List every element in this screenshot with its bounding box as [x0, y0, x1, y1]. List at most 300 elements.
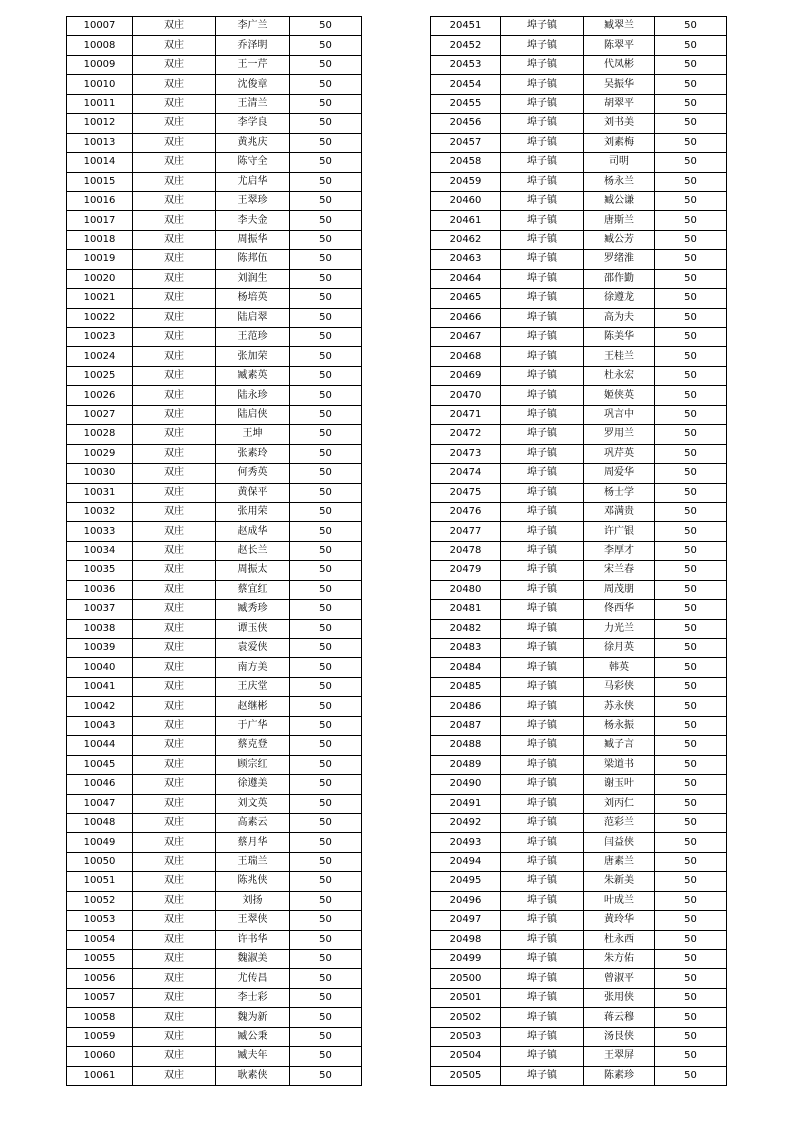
name-cell: 周振华 — [216, 230, 290, 249]
name-cell: 黄保平 — [216, 483, 290, 502]
name-cell: 张用荣 — [216, 502, 290, 521]
id-cell: 20455 — [431, 94, 501, 113]
id-cell: 10016 — [67, 191, 133, 210]
id-cell: 10014 — [67, 153, 133, 172]
amount-cell: 50 — [290, 405, 362, 424]
table-row — [431, 716, 727, 735]
id-cell: 10009 — [67, 55, 133, 74]
table-row — [67, 541, 362, 560]
table-row — [431, 930, 727, 949]
table-row — [67, 658, 362, 677]
id-cell: 20489 — [431, 755, 501, 774]
table-row — [67, 347, 362, 366]
name-cell: 力光兰 — [584, 619, 655, 638]
amount-cell: 50 — [655, 191, 727, 210]
name-cell: 杨士学 — [584, 483, 655, 502]
table-row — [431, 308, 727, 327]
name-cell: 顾宗红 — [216, 755, 290, 774]
amount-cell: 50 — [290, 1066, 362, 1085]
amount-cell: 50 — [290, 969, 362, 988]
town-cell: 双庄 — [133, 580, 216, 599]
table-row — [67, 561, 362, 580]
name-cell: 李广兰 — [216, 17, 290, 36]
table-row — [431, 444, 727, 463]
name-cell: 徐月英 — [584, 639, 655, 658]
id-cell: 10026 — [67, 386, 133, 405]
table-row — [431, 502, 727, 521]
table-row — [67, 600, 362, 619]
table-row — [431, 988, 727, 1007]
name-cell: 赵继彬 — [216, 697, 290, 716]
town-cell: 双庄 — [133, 930, 216, 949]
table-row — [431, 347, 727, 366]
table-row — [431, 891, 727, 910]
name-cell: 陈守全 — [216, 153, 290, 172]
town-cell: 埠子镇 — [501, 1027, 584, 1046]
table-row — [67, 872, 362, 891]
name-cell: 袁爱侠 — [216, 639, 290, 658]
town-cell: 双庄 — [133, 716, 216, 735]
id-cell: 10043 — [67, 716, 133, 735]
name-cell: 刘润生 — [216, 269, 290, 288]
table-row — [431, 1047, 727, 1066]
name-cell: 黄兆庆 — [216, 133, 290, 152]
town-cell: 埠子镇 — [501, 94, 584, 113]
town-cell: 双庄 — [133, 94, 216, 113]
table-row — [67, 366, 362, 385]
town-cell: 埠子镇 — [501, 405, 584, 424]
amount-cell: 50 — [290, 289, 362, 308]
name-cell: 巩言中 — [584, 405, 655, 424]
amount-cell: 50 — [290, 677, 362, 696]
amount-cell: 50 — [290, 658, 362, 677]
table-row — [431, 736, 727, 755]
name-cell: 叶成兰 — [584, 891, 655, 910]
name-cell: 刘扬 — [216, 891, 290, 910]
amount-cell: 50 — [655, 697, 727, 716]
amount-cell: 50 — [290, 891, 362, 910]
table-row — [431, 269, 727, 288]
id-cell: 20485 — [431, 677, 501, 696]
amount-cell: 50 — [655, 425, 727, 444]
amount-cell: 50 — [655, 464, 727, 483]
name-cell: 赵长兰 — [216, 541, 290, 560]
id-cell: 10025 — [67, 366, 133, 385]
id-cell: 10020 — [67, 269, 133, 288]
amount-cell: 50 — [655, 813, 727, 832]
id-cell: 20499 — [431, 950, 501, 969]
name-cell: 邵作勤 — [584, 269, 655, 288]
amount-cell: 50 — [290, 17, 362, 36]
amount-cell: 50 — [655, 94, 727, 113]
name-cell: 汤艮侠 — [584, 1027, 655, 1046]
amount-cell: 50 — [655, 872, 727, 891]
id-cell: 10023 — [67, 328, 133, 347]
name-cell: 罗用兰 — [584, 425, 655, 444]
id-cell: 20480 — [431, 580, 501, 599]
town-cell: 双庄 — [133, 211, 216, 230]
table-row — [67, 191, 362, 210]
id-cell: 10048 — [67, 813, 133, 832]
table-row — [431, 55, 727, 74]
name-cell: 张用侠 — [584, 988, 655, 1007]
town-cell: 埠子镇 — [501, 75, 584, 94]
town-cell: 埠子镇 — [501, 328, 584, 347]
table-row — [67, 950, 362, 969]
table-row — [67, 988, 362, 1007]
table-row — [67, 269, 362, 288]
town-cell: 双庄 — [133, 483, 216, 502]
amount-cell: 50 — [290, 191, 362, 210]
amount-cell: 50 — [290, 55, 362, 74]
id-cell: 20452 — [431, 36, 501, 55]
id-cell: 10008 — [67, 36, 133, 55]
id-cell: 10035 — [67, 561, 133, 580]
name-cell: 刘文英 — [216, 794, 290, 813]
amount-cell: 50 — [655, 114, 727, 133]
id-cell: 10033 — [67, 522, 133, 541]
id-cell: 10042 — [67, 697, 133, 716]
name-cell: 王翠珍 — [216, 191, 290, 210]
id-cell: 20476 — [431, 502, 501, 521]
name-cell: 王桂兰 — [584, 347, 655, 366]
town-cell: 双庄 — [133, 833, 216, 852]
name-cell: 唐斯兰 — [584, 211, 655, 230]
name-cell: 高为夫 — [584, 308, 655, 327]
name-cell: 马彩侠 — [584, 677, 655, 696]
id-cell: 10061 — [67, 1066, 133, 1085]
name-cell: 魏淑美 — [216, 950, 290, 969]
amount-cell: 50 — [290, 950, 362, 969]
id-cell: 20502 — [431, 1008, 501, 1027]
id-cell: 20462 — [431, 230, 501, 249]
amount-cell: 50 — [655, 911, 727, 930]
table-row — [67, 425, 362, 444]
amount-cell: 50 — [655, 736, 727, 755]
amount-cell: 50 — [655, 366, 727, 385]
amount-cell: 50 — [290, 736, 362, 755]
id-cell: 10015 — [67, 172, 133, 191]
name-cell: 蔡宜红 — [216, 580, 290, 599]
town-cell: 双庄 — [133, 172, 216, 191]
table-row — [431, 366, 727, 385]
id-cell: 10051 — [67, 872, 133, 891]
table-row — [67, 36, 362, 55]
town-cell: 双庄 — [133, 852, 216, 871]
town-cell: 双庄 — [133, 36, 216, 55]
town-cell: 埠子镇 — [501, 55, 584, 74]
town-cell: 双庄 — [133, 308, 216, 327]
amount-cell: 50 — [290, 930, 362, 949]
town-cell: 埠子镇 — [501, 1008, 584, 1027]
town-cell: 双庄 — [133, 17, 216, 36]
id-cell: 20484 — [431, 658, 501, 677]
town-cell: 埠子镇 — [501, 716, 584, 735]
id-cell: 10052 — [67, 891, 133, 910]
name-cell: 周茂朋 — [584, 580, 655, 599]
table-row — [431, 230, 727, 249]
right-table-body — [431, 17, 727, 1086]
table-row — [67, 930, 362, 949]
amount-cell: 50 — [655, 891, 727, 910]
table-row — [67, 891, 362, 910]
name-cell: 司明 — [584, 153, 655, 172]
amount-cell: 50 — [655, 172, 727, 191]
id-cell: 20498 — [431, 930, 501, 949]
amount-cell: 50 — [655, 794, 727, 813]
id-cell: 20500 — [431, 969, 501, 988]
town-cell: 埠子镇 — [501, 191, 584, 210]
name-cell: 胡翠平 — [584, 94, 655, 113]
amount-cell: 50 — [655, 250, 727, 269]
table-row — [67, 230, 362, 249]
id-cell: 10055 — [67, 950, 133, 969]
town-cell: 埠子镇 — [501, 911, 584, 930]
id-cell: 20501 — [431, 988, 501, 1007]
table-row — [431, 1008, 727, 1027]
amount-cell: 50 — [655, 444, 727, 463]
town-cell: 埠子镇 — [501, 988, 584, 1007]
table-row — [67, 580, 362, 599]
name-cell: 杜永西 — [584, 930, 655, 949]
town-cell: 双庄 — [133, 872, 216, 891]
town-cell: 双庄 — [133, 328, 216, 347]
name-cell: 蒋云穆 — [584, 1008, 655, 1027]
id-cell: 10030 — [67, 464, 133, 483]
name-cell: 王庆堂 — [216, 677, 290, 696]
table-row — [67, 444, 362, 463]
table-row — [431, 464, 727, 483]
name-cell: 周爱华 — [584, 464, 655, 483]
id-cell: 20503 — [431, 1027, 501, 1046]
name-cell: 臧公秉 — [216, 1027, 290, 1046]
town-cell: 埠子镇 — [501, 522, 584, 541]
table-row — [67, 1047, 362, 1066]
amount-cell: 50 — [655, 230, 727, 249]
town-cell: 埠子镇 — [501, 347, 584, 366]
name-cell: 梁道书 — [584, 755, 655, 774]
town-cell: 双庄 — [133, 153, 216, 172]
id-cell: 10029 — [67, 444, 133, 463]
table-row — [431, 36, 727, 55]
table-row — [67, 328, 362, 347]
name-cell: 臧素英 — [216, 366, 290, 385]
table-row — [431, 75, 727, 94]
name-cell: 乔泽明 — [216, 36, 290, 55]
amount-cell: 50 — [290, 347, 362, 366]
id-cell: 10032 — [67, 502, 133, 521]
town-cell: 双庄 — [133, 969, 216, 988]
amount-cell: 50 — [290, 852, 362, 871]
table-row — [431, 677, 727, 696]
table-row — [431, 405, 727, 424]
table-row — [431, 697, 727, 716]
name-cell: 巩芹英 — [584, 444, 655, 463]
table-row — [67, 736, 362, 755]
id-cell: 20471 — [431, 405, 501, 424]
name-cell: 许书华 — [216, 930, 290, 949]
table-row — [67, 755, 362, 774]
table-row — [67, 677, 362, 696]
id-cell: 20505 — [431, 1066, 501, 1085]
amount-cell: 50 — [655, 580, 727, 599]
id-cell: 20466 — [431, 308, 501, 327]
name-cell: 张素玲 — [216, 444, 290, 463]
town-cell: 双庄 — [133, 191, 216, 210]
amount-cell: 50 — [290, 502, 362, 521]
town-cell: 双庄 — [133, 891, 216, 910]
amount-cell: 50 — [655, 17, 727, 36]
town-cell: 双庄 — [133, 522, 216, 541]
id-cell: 10017 — [67, 211, 133, 230]
town-cell: 双庄 — [133, 541, 216, 560]
table-row — [431, 639, 727, 658]
amount-cell: 50 — [655, 950, 727, 969]
id-cell: 20483 — [431, 639, 501, 658]
amount-cell: 50 — [655, 289, 727, 308]
table-row — [67, 502, 362, 521]
amount-cell: 50 — [655, 75, 727, 94]
name-cell: 王翠屏 — [584, 1047, 655, 1066]
amount-cell: 50 — [290, 269, 362, 288]
id-cell: 20490 — [431, 775, 501, 794]
table-row — [431, 114, 727, 133]
name-cell: 宋兰春 — [584, 561, 655, 580]
table-row — [67, 794, 362, 813]
table-row — [67, 289, 362, 308]
table-row — [431, 328, 727, 347]
town-cell: 埠子镇 — [501, 561, 584, 580]
town-cell: 双庄 — [133, 619, 216, 638]
amount-cell: 50 — [290, 464, 362, 483]
table-row — [431, 153, 727, 172]
id-cell: 20495 — [431, 872, 501, 891]
amount-cell: 50 — [655, 328, 727, 347]
name-cell: 王瑞兰 — [216, 852, 290, 871]
id-cell: 10053 — [67, 911, 133, 930]
amount-cell: 50 — [655, 386, 727, 405]
name-cell: 李学良 — [216, 114, 290, 133]
name-cell: 陆启翠 — [216, 308, 290, 327]
id-cell: 10047 — [67, 794, 133, 813]
town-cell: 双庄 — [133, 677, 216, 696]
table-row — [431, 950, 727, 969]
table-row — [67, 969, 362, 988]
table-row — [67, 153, 362, 172]
town-cell: 埠子镇 — [501, 1047, 584, 1066]
town-cell: 埠子镇 — [501, 464, 584, 483]
town-cell: 埠子镇 — [501, 1066, 584, 1085]
amount-cell: 50 — [290, 833, 362, 852]
town-cell: 埠子镇 — [501, 250, 584, 269]
left-table-body — [67, 17, 362, 1086]
town-cell: 埠子镇 — [501, 872, 584, 891]
name-cell: 许广银 — [584, 522, 655, 541]
amount-cell: 50 — [655, 405, 727, 424]
left-table — [66, 16, 362, 1086]
table-row — [431, 94, 727, 113]
id-cell: 20474 — [431, 464, 501, 483]
amount-cell: 50 — [655, 969, 727, 988]
id-cell: 20457 — [431, 133, 501, 152]
town-cell: 双庄 — [133, 386, 216, 405]
town-cell: 埠子镇 — [501, 114, 584, 133]
amount-cell: 50 — [290, 153, 362, 172]
amount-cell: 50 — [655, 1027, 727, 1046]
table-row — [67, 133, 362, 152]
table-row — [431, 191, 727, 210]
town-cell: 双庄 — [133, 289, 216, 308]
name-cell: 王清兰 — [216, 94, 290, 113]
name-cell: 尤启华 — [216, 172, 290, 191]
town-cell: 埠子镇 — [501, 930, 584, 949]
id-cell: 10012 — [67, 114, 133, 133]
id-cell: 10044 — [67, 736, 133, 755]
id-cell: 10045 — [67, 755, 133, 774]
id-cell: 20504 — [431, 1047, 501, 1066]
id-cell: 20461 — [431, 211, 501, 230]
amount-cell: 50 — [290, 444, 362, 463]
town-cell: 双庄 — [133, 1008, 216, 1027]
name-cell: 范彩兰 — [584, 813, 655, 832]
name-cell: 何秀英 — [216, 464, 290, 483]
table-row — [431, 600, 727, 619]
amount-cell: 50 — [290, 619, 362, 638]
name-cell: 臧公芳 — [584, 230, 655, 249]
table-row — [67, 639, 362, 658]
town-cell: 双庄 — [133, 230, 216, 249]
name-cell: 王翠侠 — [216, 911, 290, 930]
table-row — [431, 969, 727, 988]
table-row — [67, 716, 362, 735]
table-row — [67, 619, 362, 638]
name-cell: 陆永珍 — [216, 386, 290, 405]
town-cell: 双庄 — [133, 1027, 216, 1046]
amount-cell: 50 — [290, 561, 362, 580]
town-cell: 埠子镇 — [501, 269, 584, 288]
name-cell: 杜永宏 — [584, 366, 655, 385]
name-cell: 代凤彬 — [584, 55, 655, 74]
id-cell: 20456 — [431, 114, 501, 133]
town-cell: 埠子镇 — [501, 600, 584, 619]
town-cell: 双庄 — [133, 347, 216, 366]
table-row — [431, 289, 727, 308]
id-cell: 20472 — [431, 425, 501, 444]
table-row — [67, 522, 362, 541]
town-cell: 双庄 — [133, 755, 216, 774]
name-cell: 陈翠平 — [584, 36, 655, 55]
table-row — [431, 133, 727, 152]
town-cell: 埠子镇 — [501, 794, 584, 813]
name-cell: 杨永兰 — [584, 172, 655, 191]
name-cell: 唐素兰 — [584, 852, 655, 871]
table-row — [67, 250, 362, 269]
name-cell: 朱方佑 — [584, 950, 655, 969]
amount-cell: 50 — [290, 755, 362, 774]
name-cell: 臧秀珍 — [216, 600, 290, 619]
id-cell: 10059 — [67, 1027, 133, 1046]
amount-cell: 50 — [290, 211, 362, 230]
town-cell: 埠子镇 — [501, 580, 584, 599]
amount-cell: 50 — [655, 833, 727, 852]
town-cell: 双庄 — [133, 639, 216, 658]
town-cell: 双庄 — [133, 55, 216, 74]
id-cell: 10056 — [67, 969, 133, 988]
table-row — [67, 308, 362, 327]
id-cell: 20486 — [431, 697, 501, 716]
table-row — [67, 94, 362, 113]
town-cell: 双庄 — [133, 75, 216, 94]
